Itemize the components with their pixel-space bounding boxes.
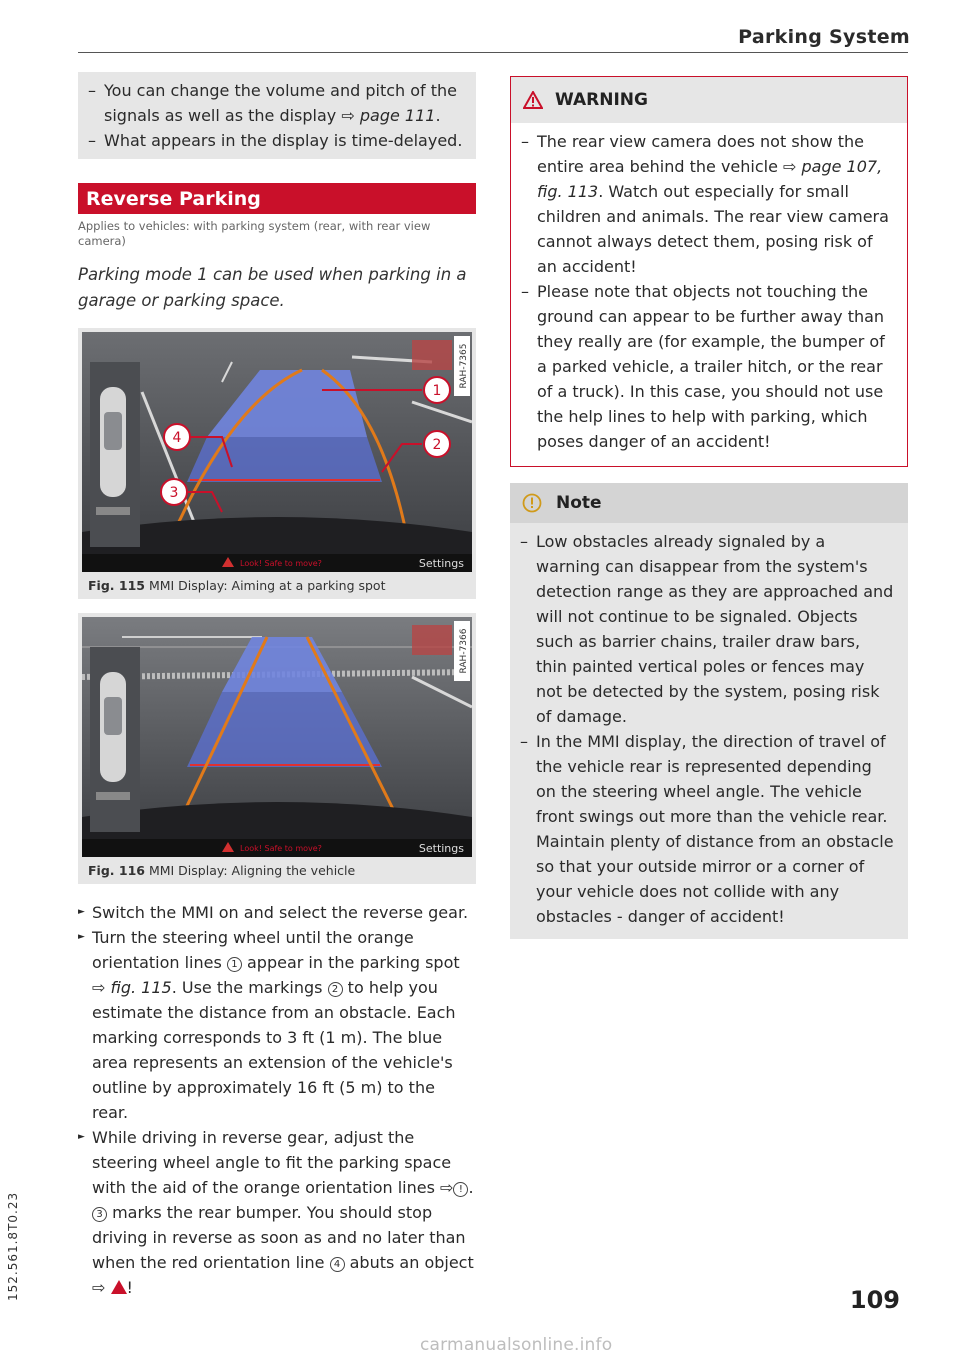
settings-button[interactable]: Settings [418,842,464,855]
note-ref-icon[interactable]: ! [453,1182,468,1197]
step-text: abuts an object ⇨ [92,1253,474,1297]
note-body [510,523,908,939]
warning-box [510,76,908,467]
page-header-title: Parking System [738,26,910,48]
section-intro: Parking mode 1 can be used when parking in a garage or parking space. [78,265,467,310]
list-item-end: . Watch out especially for small children and animals. The rear view camera cannot always detect them, posing risk of an accident! [537,182,889,276]
list-item-end: . [435,106,441,125]
figure-caption-text: MMI Display: Aiming at a parking spot [148,578,386,593]
step-item [78,925,476,1125]
list-item [521,129,893,279]
alert-text: Look! Safe to move? [240,844,322,853]
list-item-text: Please note that objects not touching the ground can appear to be further away than they really are (for example, the bumper of a parked vehicle, a trailer hitch, or the rear of a truck). In this case, you should not use the help lines to help with parking, which poses danger of an accident! [537,282,885,451]
note-title: Note [556,493,602,513]
parking-indicator [412,340,452,370]
figure-number: Fig. 116 [88,863,145,878]
list-item: – In the MMI display, the direction of travel of the vehicle rear is represented depending on the steering wheel angle. The vehicle front swings out more than the vehicle rear. Maintain plenty of distance from an obstacle so that your outside mirror or a corner of your vehicle does not collide with any obstacles - danger of accident! [520,729,894,929]
instruction-steps [78,900,476,1300]
step-text: Turn the steering wheel until the orange orientation lines [92,928,414,972]
callout-4-label: 4 [172,430,182,446]
mmi-display-116 [82,617,472,857]
header-rule [78,52,908,53]
step-text: ! [126,1278,133,1297]
list-item-text: You can change the volume and pitch of the signals as well as the display [104,81,458,125]
callout-ref-1: 1 [227,957,242,972]
list-item [521,279,893,454]
list-item: – Low obstacles already signaled by a warning can disappear from the system's detection range as they are approached and will not continue to be signaled. Objects such as barrier chains, trailer draw bars, thin painted vertical poles or fences may not be detected by the system, posing risk of damage. [520,529,894,729]
page-number: 109 [849,1286,900,1314]
figure-link[interactable]: ⇨ page 107, fig. 113 [537,157,883,201]
page-link[interactable]: ⇨ page 111 [341,106,436,125]
note-info-icon [522,493,542,513]
list-item [88,128,468,153]
list-item [88,78,468,128]
step-text: . Use the markings [171,978,328,997]
step-text: appear in the parking spot [241,953,460,972]
figure-number: Fig. 115 [88,578,145,593]
step-text: While driving in reverse gear, adjust the steering wheel angle to fit the parking space with the aid of the orange orientation lines ⇨ [92,1128,454,1197]
figure-code: RAH-7365 [459,343,469,389]
applies-to: Applies to vehicles: with parking system (rear, with rear view camera) [78,219,431,248]
step-item [78,1125,476,1300]
figure-116 [78,613,476,884]
figure-code: RAH-7366 [459,628,469,674]
warning-triangle-icon [523,91,543,109]
mmi-display-115 [82,332,472,572]
figure-caption [82,572,472,595]
step-item [78,900,476,925]
car-roof [104,412,122,450]
sensor-segment [96,792,130,800]
note-box [510,483,908,939]
watermark: carmanualsonline.info [420,1335,613,1355]
sensor-segment [96,507,130,515]
car-roof [104,697,122,735]
right-column [510,76,908,939]
note-header [510,483,908,523]
step-text: to help you estimate the distance from an obstacle. Each marking corresponds to 3 ft (1 m). The blue area represents an extension of the vehicle's outline by approximately 16 ft (5 m) to the rear. [92,978,456,1122]
parking-indicator [412,625,452,655]
list-item-text: The rear view camera does not show the entire area behind the vehicle [537,132,865,176]
list-item-text: What appears in the display is time-delayed. [104,131,463,150]
callout-ref-2: 2 [328,982,343,997]
settings-button[interactable]: Settings [418,557,464,570]
figure-115 [78,328,476,599]
step-text: Switch the MMI on and select the reverse gear. [92,903,469,922]
callout-ref-3: 3 [92,1207,107,1222]
step-text: . [468,1178,474,1197]
figure-link[interactable]: ⇨ fig. 115 [92,978,172,997]
intro-list [78,72,476,159]
figure-caption-text: MMI Display: Aligning the vehicle [148,863,356,878]
figure-caption [82,857,472,880]
section-title: Reverse Parking [78,183,476,214]
document-code: 152.561.8T0.23 [6,1191,20,1301]
callout-1-label: 1 [432,383,442,399]
callout-2-label: 2 [432,437,442,453]
callout-ref-4: 4 [330,1257,345,1272]
warning-body [511,123,907,466]
callout-3-label: 3 [169,485,179,501]
warning-ref-icon[interactable] [111,1280,127,1294]
alert-text: Look! Safe to move? [240,559,322,568]
warning-header [511,77,907,123]
step-text: marks the rear bumper. You should stop driving in reverse as soon as and no later than when the red orientation line [92,1203,466,1272]
left-column [78,72,476,1300]
warning-title: WARNING [555,90,648,110]
